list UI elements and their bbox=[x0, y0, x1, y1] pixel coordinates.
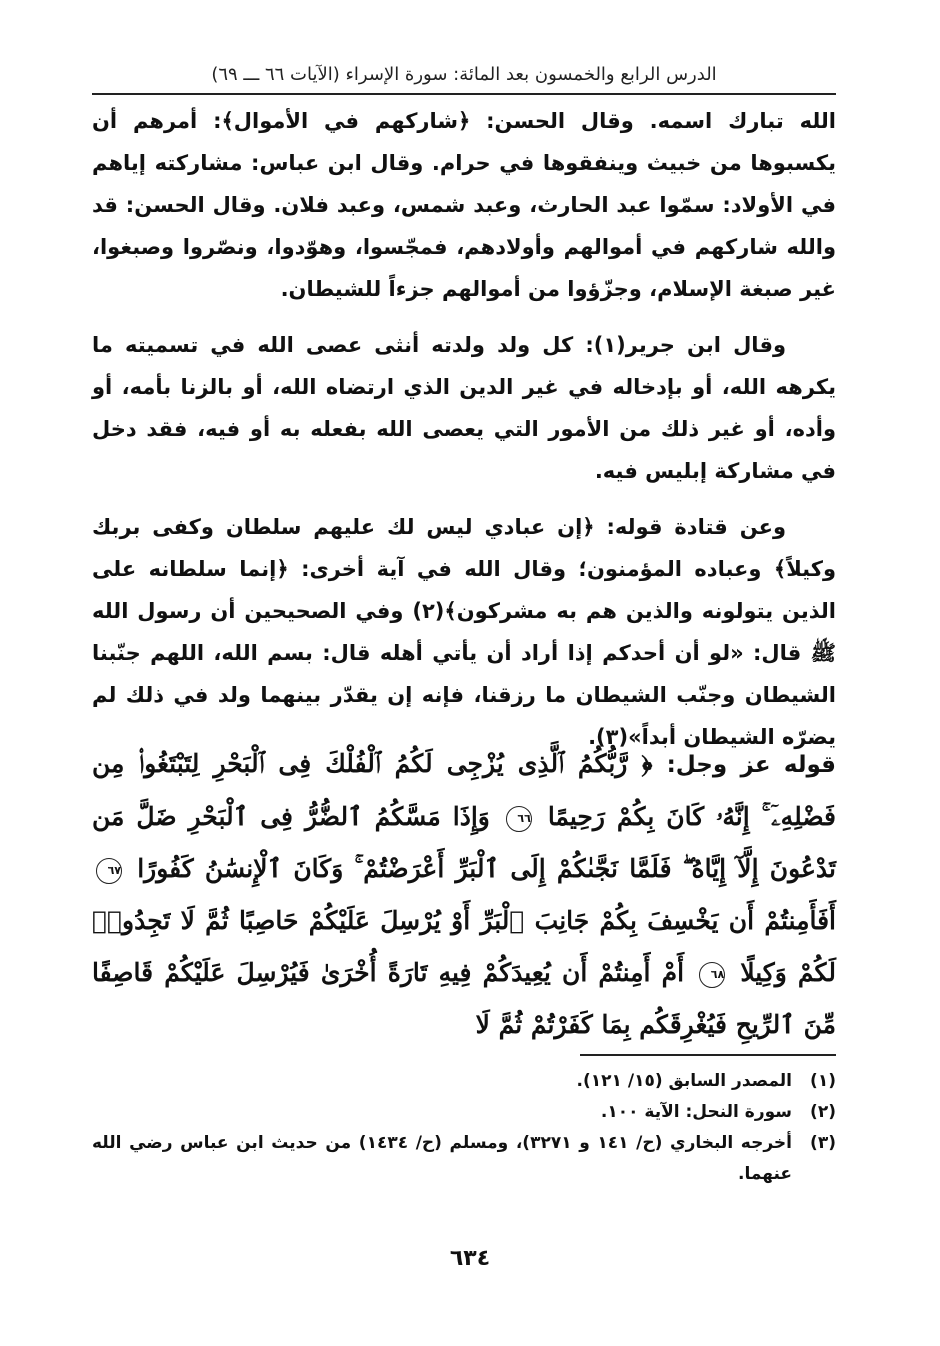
footnote-text: المصدر السابق (١٥/ ١٢١). bbox=[576, 1071, 792, 1091]
running-header: الدرس الرابع والخمسون بعد المائة: سورة الإسراء (الآيات ٦٦ ـــ ٦٩) bbox=[211, 64, 717, 85]
verse-part-69: أَمْ أَمِنتُمْ أَن يُعِيدَكُمْ فِيهِ تَارَةً أُخْرَىٰ فَيُرْسِلَ عَلَيْكُمْ قَاصِفًا مِّنَ ٱلرِّيحِ فَيُغْرِقَكُم بِمَا كَفَرْتُمْ ثُمَّ لَا bbox=[92, 958, 836, 1039]
footnote-number: (٣) bbox=[810, 1133, 836, 1153]
verse-part-68: أَفَأَمِنتُمْ أَن يَخْسِفَ بِكُمْ جَانِبَ ٱلْبَرِّ أَوْ يُرْسِلَ عَلَيْكُمْ حَاصِبًا ثُمَّ لَا تَجِدُوا۟ لَكُمْ وَكِيلًا bbox=[92, 906, 836, 987]
footnote-divider bbox=[580, 1054, 836, 1056]
footnote-text: سورة النحل: الآية ١٠٠. bbox=[600, 1102, 792, 1122]
ayah-number-68: ٦٨ bbox=[699, 962, 725, 988]
footnote-2 bbox=[92, 1097, 836, 1128]
ayah-number-67: ٦٧ bbox=[96, 858, 122, 884]
footnotes bbox=[92, 1066, 836, 1190]
verse-intro: قوله عز وجل: bbox=[666, 752, 836, 778]
footnote-1 bbox=[92, 1066, 836, 1097]
paragraph-2: وقال ابن جرير(١): كل ولد ولدته أنثى عصى الله في تسميته ما يكرهه الله، أو بإدخاله في غير الدين الذي ارتضاه الله، أو بالزنا بأمه، أو وأده، أو غير ذلك من الأمور التي يعصى الله بفعله به أو فيه، فقد دخل في مشاركة إبليس فيه. bbox=[92, 333, 836, 483]
verse-part-66: ﴿ رَّبُّكُمُ ٱلَّذِى يُزْجِى لَكُمُ ٱلْفُلْكَ فِى ٱلْبَحْرِ لِتَبْتَغُوا۟ مِن فَضْلِهِۦٓ ۚ إِنَّهُۥ كَانَ بِكُمْ رَحِيمًا bbox=[92, 749, 836, 831]
footnote-3 bbox=[92, 1128, 836, 1190]
quran-verse-block bbox=[92, 738, 836, 1051]
page-number: ٦٣٤ bbox=[449, 1246, 491, 1271]
verse-part-67: وَإِذَا مَسَّكُمُ ٱلضُّرُّ فِى ٱلْبَحْرِ ضَلَّ مَن تَدْعُونَ إِلَّآ إِيَّاهُ ۖ فَلَمَّا نَجَّىٰكُمْ إِلَى ٱلْبَرِّ أَعْرَضْتُمْ ۚ وَكَانَ ٱلْإِنسَٰنُ كَفُورًا bbox=[92, 802, 836, 883]
footnote-text: أخرجه البخاري (ح/ ١٤١ و ٣٢٧١)، ومسلم (ح/ ١٤٣٤) من حديث ابن عباس رضي الله عنهما. bbox=[92, 1133, 792, 1184]
header-divider bbox=[92, 93, 836, 95]
paragraph-3: وعن قتادة قوله: ﴿إن عبادي ليس لك عليهم سلطان وكفى بربك وكيلاً﴾ وعباده المؤمنون؛ وقال الله في آية أخرى: ﴿إنما سلطانه على الذين يتولونه والذين هم به مشركون﴾(٢) وفي الصحيحين أن رسول الله ﷺ قال: «لو أن أحدكم إذا أراد أن يأتي أهله قال: بسم الله، اللهم جنّبنا الشيطان وجنّب الشيطان ما رزقنا، فإنه إن يقدّر بينهما ولد في ذلك لم يضرّه الشيطان أبداً»(٣). bbox=[92, 515, 837, 749]
footnote-number: (١) bbox=[810, 1071, 836, 1091]
main-text bbox=[92, 100, 836, 758]
footnote-number: (٢) bbox=[810, 1102, 836, 1122]
ayah-number-66: ٦٦ bbox=[506, 806, 532, 832]
paragraph-1: الله تبارك اسمه. وقال الحسن: ﴿شاركهم في الأموال﴾: أمرهم أن يكسبوها من خبيث وينفقوها في حرام. وقال ابن عباس: مشاركته إياهم في الأولاد: سمّوا عبد الحارث، وعبد شمس، وعبد فلان. وقال الحسن: قد والله شاركهم في أموالهم وأولادهم، فمجّسوا، وهوّدوا، ونصّروا وصبغوا، غير صبغة الإسلام، وجزّؤوا من أموالهم جزءاً للشيطان. bbox=[92, 109, 836, 301]
